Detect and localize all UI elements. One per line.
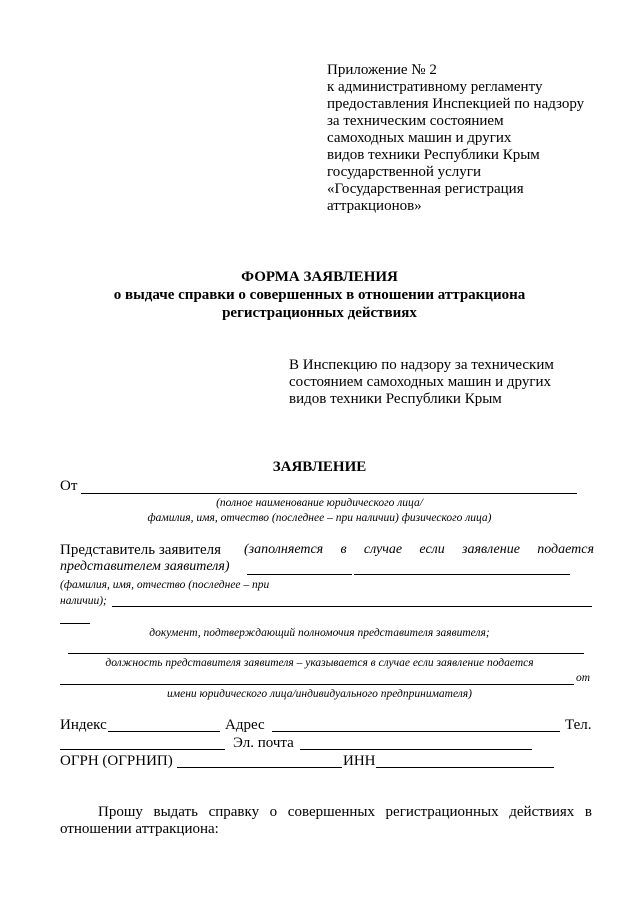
representative-doc-field[interactable] (68, 653, 584, 654)
appendix-line: Приложение № 2 (327, 62, 437, 78)
representative-note: представителем заявителя) (60, 559, 230, 574)
address-field[interactable] (272, 731, 560, 732)
from-hint: (полное наименование юридического лица/ (216, 497, 423, 509)
representative-note: (заполняется в случае если заявление подается (244, 542, 594, 557)
index-label: Индекс (60, 717, 107, 733)
representative-position-field[interactable] (60, 684, 574, 685)
appendix-line: аттракционов» (327, 198, 422, 214)
appendix-line: к административному регламенту (327, 79, 543, 95)
representative-label: Представитель заявителя (60, 542, 222, 558)
email-field[interactable] (300, 749, 532, 750)
form-title-line: о выдаче справки о совершенных в отношении аттракциона (113, 287, 526, 303)
appendix-line: видов техники Республики Крым (327, 147, 540, 163)
index-field[interactable] (108, 731, 220, 732)
inn-field[interactable] (376, 767, 554, 768)
phone-field[interactable] (60, 749, 225, 750)
inn-label: ИНН (343, 753, 376, 769)
from-hint: фамилия, имя, отчество (последнее – при наличии) физического лица) (147, 512, 492, 524)
representative-field[interactable] (247, 574, 352, 575)
request-text: Прошу выдать справку о совершенных регистрационных действиях в (98, 804, 592, 820)
appendix-line: «Государственная регистрация (327, 181, 524, 197)
appendix-line: за техническим состоянием (327, 113, 504, 129)
representative-fio-field[interactable] (112, 606, 592, 607)
form-title-line: ФОРМА ЗАЯВЛЕНИЯ (241, 269, 398, 285)
representative-fio-hint: наличии); (60, 595, 107, 607)
addressee-line: видов техники Республики Крым (289, 391, 502, 407)
appendix-line: государственной услуги (327, 164, 481, 180)
representative-position-hint: имени юридического лица/индивидуального предпринимателя) (167, 688, 472, 700)
statement-title: ЗАЯВЛЕНИЕ (272, 459, 367, 475)
from-field[interactable] (81, 493, 577, 494)
representative-position-hint-ot: от (576, 672, 591, 684)
address-label: Адрес (225, 717, 265, 733)
ogrn-label: ОГРН (ОГРНИП) (60, 753, 173, 769)
request-text: отношении аттракциона: (60, 821, 219, 837)
from-label: От (60, 478, 78, 494)
email-label: Эл. почта (233, 735, 294, 751)
phone-label: Тел. (565, 717, 592, 733)
form-title-line: регистрационных действиях (222, 305, 417, 321)
appendix-line: самоходных машин и других (327, 130, 512, 146)
representative-doc-hint: документ, подтверждающий полномочия представителя заявителя; (149, 627, 490, 639)
ogrn-field[interactable] (177, 767, 342, 768)
addressee-line: состоянием самоходных машин и других (289, 374, 552, 390)
representative-field[interactable] (354, 574, 570, 575)
representative-position-hint: должность представителя заявителя – указывается в случае если заявление подается (105, 657, 534, 669)
representative-fio-field[interactable] (60, 623, 90, 624)
appendix-line: предоставления Инспекцией по надзору (327, 96, 585, 112)
addressee-line: В Инспекцию по надзору за техническим (289, 357, 554, 373)
representative-fio-hint: (фамилия, имя, отчество (последнее – при (60, 579, 270, 591)
